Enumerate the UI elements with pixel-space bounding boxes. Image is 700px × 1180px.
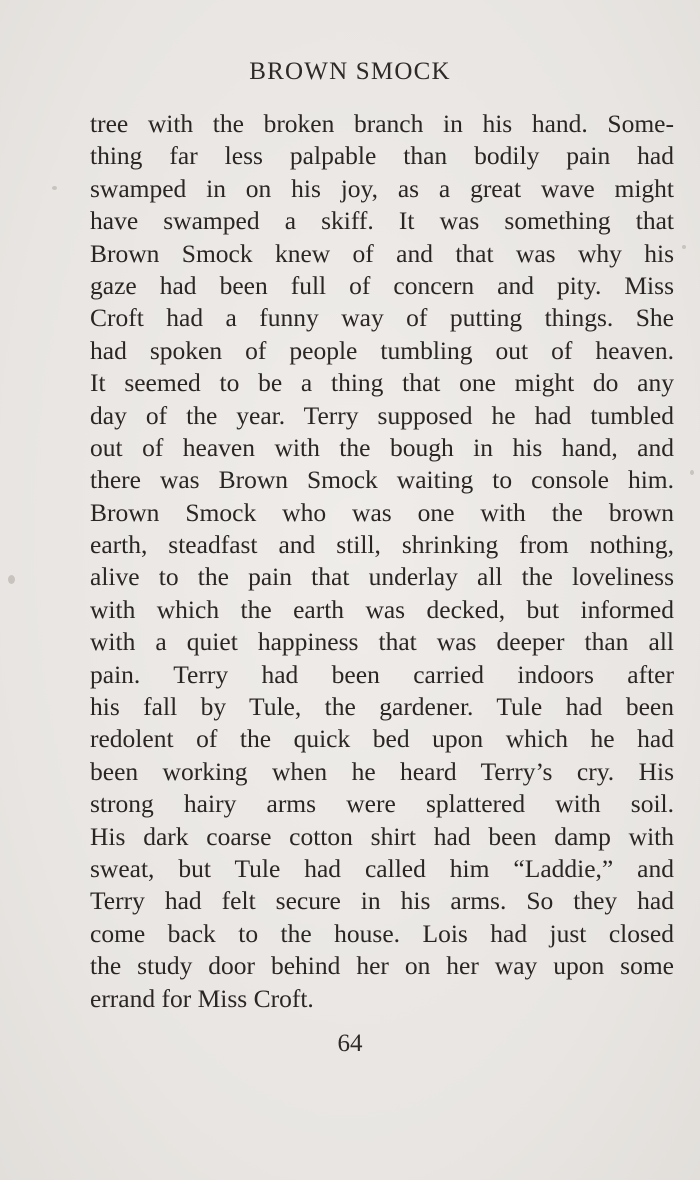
text-line: alive to the pain that underlay all the loveliness [90,562,674,592]
text-line: Brown Smock who was one with the brown [90,497,674,527]
text-line: tree with the broken branch in his hand. Some- [90,109,674,138]
text-line: had spoken of people tumbling out of heaven. [90,335,674,365]
text-line: earth, steadfast and still, shrinking from nothing, [90,530,674,560]
text-line: the study door behind her on her way upon some [90,951,674,981]
paper-speck [8,575,15,584]
text-line: Brown Smock knew of and that was why his [90,238,674,268]
text-line: with which the earth was decked, but informed [90,594,674,624]
text-line: errand for Miss Croft. [90,983,314,1013]
body-text [90,108,674,1015]
text-line: day of the year. Terry supposed he had tumbled [90,400,674,430]
text-line: with a quiet happiness that was deeper than all [90,627,674,657]
text-line: come back to the house. Lois had just closed [90,918,674,948]
text-line: sweat, but Tule had called him “Laddie,” and [90,853,674,883]
text-line: been working when he heard Terry’s cry. His [90,756,674,786]
text-line: His dark coarse cotton shirt had been damp with [90,821,674,851]
text-line: his fall by Tule, the gardener. Tule had been [90,692,674,722]
text-line: there was Brown Smock waiting to console him. [90,465,674,495]
text-line: redolent of the quick bed upon which he had [90,724,674,754]
paper-speck [682,245,686,249]
text-line: pain. Terry had been carried indoors after [90,659,674,689]
text-line: thing far less palpable than bodily pain had [90,141,674,171]
text-line: have swamped a skiff. It was something that [90,206,674,236]
paper-speck [690,470,694,475]
text-line: It seemed to be a thing that one might do any [90,368,674,398]
text-line: Terry had felt secure in his arms. So they had [90,886,674,916]
text-line: Croft had a funny way of putting things. She [90,303,674,333]
text-line: gaze had been full of concern and pity. Miss [90,270,674,300]
text-line: out of heaven with the bough in his hand, and [90,432,674,462]
text-line: swamped in on his joy, as a great wave might [90,173,674,203]
paper-speck [52,186,57,190]
running-head: BROWN SMOCK [249,58,451,85]
page-number: 64 [337,1030,363,1057]
text-line: strong hairy arms were splattered with soil. [90,789,674,819]
